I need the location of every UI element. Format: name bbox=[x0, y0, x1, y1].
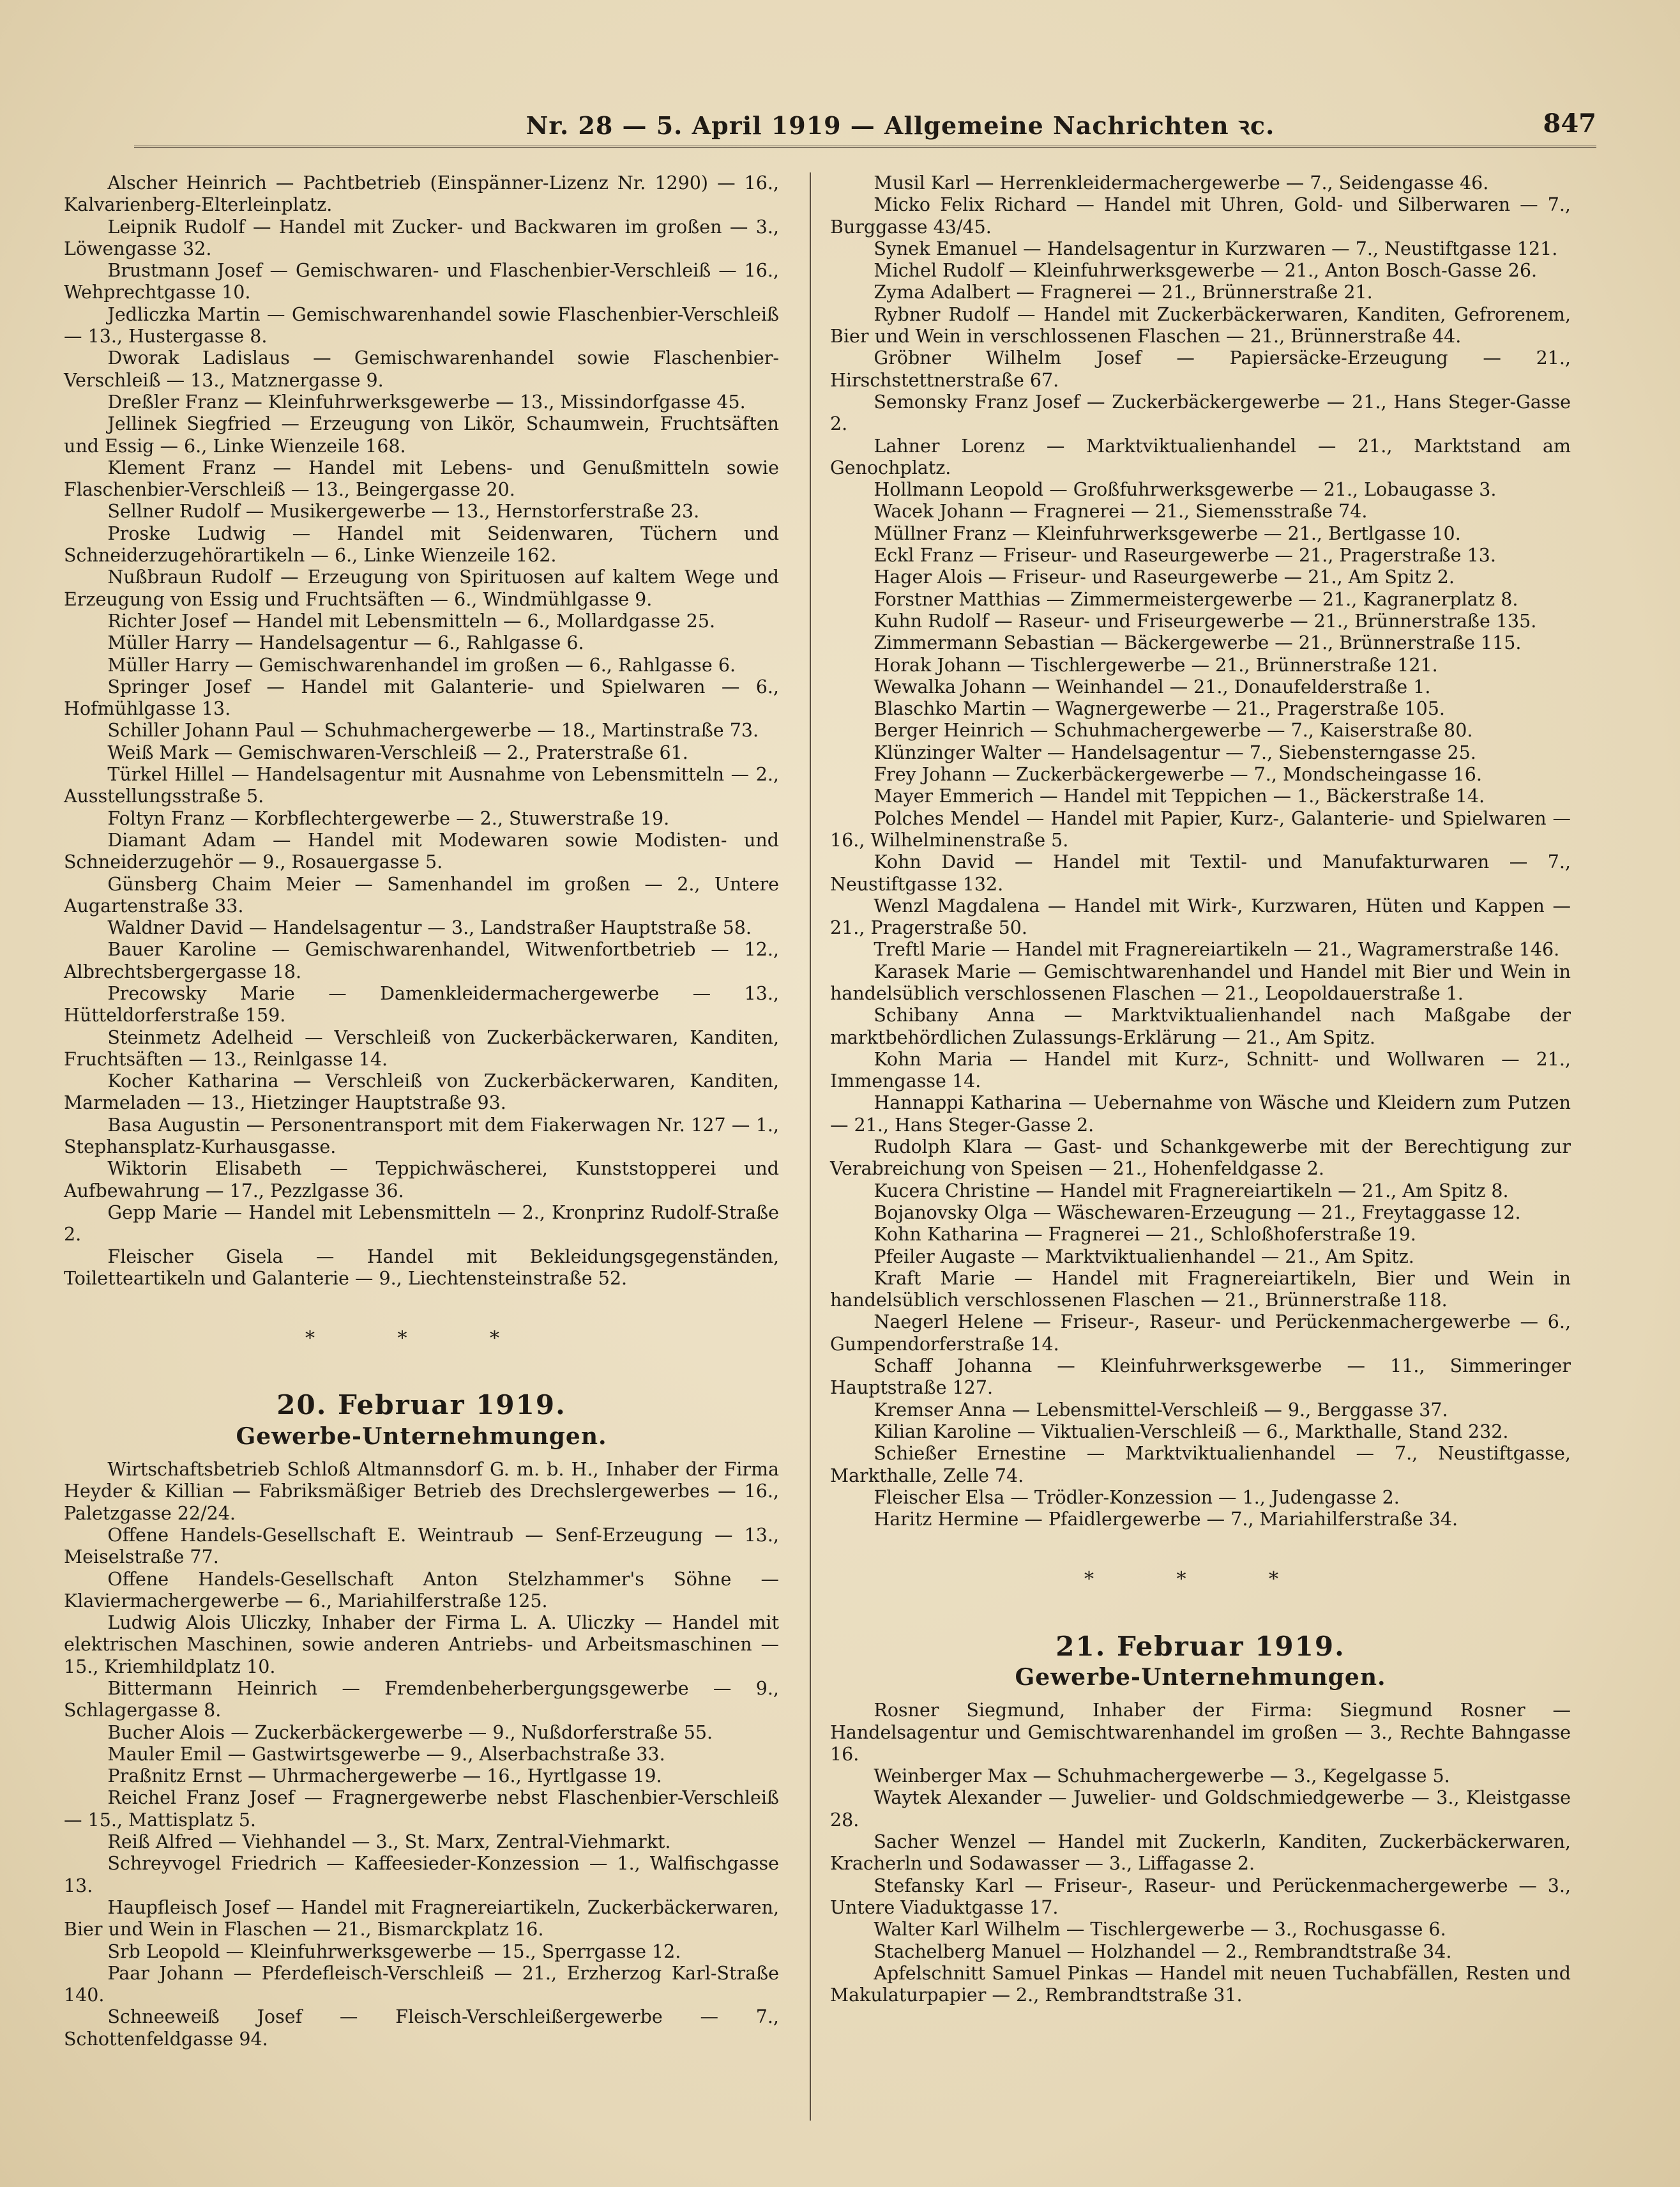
header-rule bbox=[134, 146, 1596, 148]
register-entry: Haritz Hermine — Pfaidlergewerbe — 7., Mariahilferstraße 34. bbox=[874, 1509, 1458, 1530]
register-entry: Schaff Johanna — Kleinfuhrwerksgewerbe — 11., Simmeringer Hauptstraße 127. bbox=[830, 1355, 1571, 1399]
column-divider bbox=[810, 172, 811, 2121]
left-column bbox=[64, 172, 779, 2050]
register-entry: Jedliczka Martin — Gemischwarenhandel sowie Flaschenbier-Verschleiß — 13., Hustergasse 8. bbox=[64, 303, 779, 347]
register-entry: Micko Felix Richard — Handel mit Uhren, Gold- und Silberwaren — 7., Burggasse 43/45. bbox=[830, 194, 1571, 238]
right-entries-bottom bbox=[830, 1700, 1571, 2006]
register-entry: Bucher Alois — Zuckerbäckergewerbe — 9., Nußdorferstraße 55. bbox=[107, 1721, 713, 1743]
header-title: Nr. 28 — 5. April 1919 — Allgemeine Nachrichten ꝛc. bbox=[526, 111, 1275, 140]
register-entry: Paar Johann — Pferdefleisch-Verschleiß — 21., Erzherzog Karl-Straße 140. bbox=[64, 1962, 779, 2006]
register-entry: Dreßler Franz — Kleinfuhrwerksgewerbe — 13., Missindorfgasse 45. bbox=[107, 391, 746, 413]
register-entry: Berger Heinrich — Schuhmachergewerbe — 7., Kaiserstraße 80. bbox=[874, 720, 1473, 742]
register-entry: Polches Mendel — Handel mit Papier, Kurz-, Galanterie- und Spielwaren — 16., Wilhelminenstraße 5. bbox=[830, 807, 1571, 851]
register-entry: Rudolph Klara — Gast- und Schankgewerbe mit der Berechtigung zur Verabreichung von Speisen — 21., Hohenfeldgasse 2. bbox=[830, 1136, 1571, 1180]
register-entry: Wewalka Johann — Weinhandel — 21., Donaufelderstraße 1. bbox=[874, 676, 1431, 697]
register-entry: Hannappi Katharina — Uebernahme von Wäsche und Kleidern zum Putzen — 21., Hans Steger-Gasse 2. bbox=[830, 1092, 1571, 1136]
section-separator-stars: * * * bbox=[305, 1327, 538, 1350]
register-entry: Kocher Katharina — Verschleiß von Zuckerbäckerwaren, Kanditen, Marmeladen — 13., Hietzinger Hauptstraße 93. bbox=[64, 1071, 779, 1114]
register-entry: Leipnik Rudolf — Handel mit Zucker- und Backwaren im großen — 3., Löwengasse 32. bbox=[64, 216, 779, 259]
register-entry: Schibany Anna — Marktviktualienhandel nach Maßgabe der marktbehördlichen Zulassungs-Erklärung — 21., Am Spitz. bbox=[830, 1005, 1571, 1048]
register-entry: Waldner David — Handelsagentur — 3., Landstraßer Hauptstraße 58. bbox=[107, 917, 752, 939]
register-entry: Praßnitz Ernst — Uhrmachergewerbe — 16., Hyrtlgasse 19. bbox=[107, 1765, 662, 1787]
register-entry: Türkel Hillel — Handelsagentur mit Ausnahme von Lebensmitteln — 2., Ausstellungsstraße 5. bbox=[64, 764, 779, 807]
left-entries-bottom bbox=[64, 1459, 779, 2050]
register-entry: Weiß Mark — Gemischwaren-Verschleiß — 2., Praterstraße 61. bbox=[107, 742, 688, 763]
register-entry: Schießer Ernestine — Marktviktualienhandel — 7., Neustiftgasse, Markthalle, Zelle 74. bbox=[830, 1443, 1571, 1486]
register-entry: Mayer Emmerich — Handel mit Teppichen — 1., Bäckerstraße 14. bbox=[874, 786, 1485, 807]
register-entry: Ludwig Alois Uliczky, Inhaber der Firma L. A. Uliczky — Handel mit elektrischen Maschinen, sowie anderen Antriebs- und Arbeitsmaschinen — 15., Kriemhildplatz 10. bbox=[64, 1612, 779, 1677]
register-entry: Pfeiler Augaste — Marktviktualienhandel — 21., Am Spitz. bbox=[874, 1246, 1414, 1267]
register-entry: Treftl Marie — Handel mit Fragnereiartikeln — 21., Wagramerstraße 146. bbox=[874, 939, 1560, 961]
register-entry: Sellner Rudolf — Musikergewerbe — 13., Hernstorferstraße 23. bbox=[107, 501, 700, 522]
register-entry: Forstner Matthias — Zimmermeistergewerbe — 21., Kagranerplatz 8. bbox=[874, 588, 1518, 610]
register-entry: Haupfleisch Josef — Handel mit Fragnereiartikeln, Zuckerbäckerwaren, Bier und Wein in Flaschen — 21., Bismarckplatz 16. bbox=[64, 1896, 779, 1940]
register-entry: Richter Josef — Handel mit Lebensmitteln — 6., Mollardgasse 25. bbox=[107, 610, 716, 632]
register-entry: Müller Harry — Handelsagentur — 6., Rahlgasse 6. bbox=[107, 632, 584, 654]
register-entry: Wiktorin Elisabeth — Teppichwäscherei, Kunststopperei und Aufbewahrung — 17., Pezzlgasse 36. bbox=[64, 1158, 779, 1201]
register-entry: Stachelberg Manuel — Holzhandel — 2., Rembrandtstraße 34. bbox=[874, 1940, 1452, 1962]
register-entry: Karasek Marie — Gemischtwarenhandel und Handel mit Bier und Wein in handelsüblich verschlossenen Flaschen — 21., Leopoldauerstraße 1. bbox=[830, 961, 1571, 1004]
register-entry: Bittermann Heinrich — Fremdenbeherbergungsgewerbe — 9., Schlagergasse 8. bbox=[64, 1678, 779, 1721]
register-entry: Müllner Franz — Kleinfuhrwerksgewerbe — 21., Bertlgasse 10. bbox=[874, 522, 1461, 544]
section-date-heading: 20. Februar 1919. bbox=[276, 1389, 566, 1421]
register-entry: Rosner Siegmund, Inhaber der Firma: Siegmund Rosner — Handelsagentur und Gemischtwarenhandel im großen — 3., Rechte Bahngasse 16. bbox=[830, 1700, 1571, 1765]
section-subtitle: Gewerbe-Unternehmungen. bbox=[236, 1422, 607, 1450]
register-entry: Walter Karl Wilhelm — Tischlergewerbe — 3., Rochusgasse 6. bbox=[874, 1919, 1446, 1940]
register-entry: Günsberg Chaim Meier — Samenhandel im großen — 2., Untere Augartenstraße 33. bbox=[64, 873, 779, 917]
register-entry: Zimmermann Sebastian — Bäckergewerbe — 21., Brünnerstraße 115. bbox=[874, 632, 1522, 654]
register-entry: Schreyvogel Friedrich — Kaffeesieder-Konzession — 1., Walfischgasse 13. bbox=[64, 1853, 779, 1896]
register-entry: Brustmann Josef — Gemischwaren- und Flaschenbier-Verschleiß — 16., Wehprechtgasse 10. bbox=[64, 260, 779, 303]
register-entry: Synek Emanuel — Handelsagentur in Kurzwaren — 7., Neustiftgasse 121. bbox=[874, 238, 1558, 259]
register-entry: Kilian Karoline — Viktualien-Verschleiß — 6., Markthalle, Stand 232. bbox=[874, 1421, 1509, 1442]
left-entries-top bbox=[64, 172, 779, 1290]
register-entry: Diamant Adam — Handel mit Modewaren sowie Modisten- und Schneiderzugehör — 9., Rosauergasse 5. bbox=[64, 829, 779, 873]
page-number: 847 bbox=[1543, 109, 1596, 139]
register-entry: Apfelschnitt Samuel Pinkas — Handel mit neuen Tuchabfällen, Resten und Makulaturpapier — 2., Rembrandtstraße 31. bbox=[830, 1962, 1571, 2006]
register-entry: Kuhn Rudolf — Raseur- und Friseurgewerbe — 21., Brünnerstraße 135. bbox=[874, 610, 1537, 632]
register-entry: Horak Johann — Tischlergewerbe — 21., Brünnerstraße 121. bbox=[874, 654, 1438, 676]
register-entry: Offene Handels-Gesellschaft Anton Stelzhammer's Söhne — Klaviermachergewerbe — 6., Mariahilferstraße 125. bbox=[64, 1568, 779, 1612]
register-entry: Kremser Anna — Lebensmittel-Verschleiß — 9., Berggasse 37. bbox=[874, 1399, 1448, 1421]
register-entry: Waytek Alexander — Juwelier- und Goldschmiedgewerbe — 3., Kleistgasse 28. bbox=[830, 1787, 1571, 1831]
register-entry: Wacek Johann — Fragnerei — 21., Siemensstraße 74. bbox=[874, 501, 1368, 522]
right-column bbox=[830, 172, 1571, 2006]
register-entry: Nußbraun Rudolf — Erzeugung von Spirituosen auf kaltem Wege und Erzeugung von Essig und Fruchtsäften — 6., Windmühlgasse 9. bbox=[64, 567, 779, 610]
register-entry: Fleischer Gisela — Handel mit Bekleidungsgegenständen, Toiletteartikeln und Galanterie — 9., Liechtensteinstraße 52. bbox=[64, 1246, 779, 1289]
register-entry: Michel Rudolf — Kleinfuhrwerksgewerbe — 21., Anton Bosch-Gasse 26. bbox=[874, 260, 1538, 282]
register-entry: Stefansky Karl — Friseur-, Raseur- und Perückenmachergewerbe — 3., Untere Viaduktgasse 17. bbox=[830, 1875, 1571, 1918]
register-entry: Kohn David — Handel mit Textil- und Manufakturwaren — 7., Neustiftgasse 132. bbox=[830, 851, 1571, 895]
register-entry: Klement Franz — Handel mit Lebens- und Genußmitteln sowie Flaschenbier-Verschleiß — 13., Beingergasse 20. bbox=[64, 457, 779, 501]
register-entry: Semonsky Franz Josef — Zuckerbäckergewerbe — 21., Hans Steger-Gasse 2. bbox=[830, 391, 1571, 435]
register-entry: Kohn Katharina — Fragnerei — 21., Schloßhoferstraße 19. bbox=[874, 1224, 1416, 1246]
register-entry: Sacher Wenzel — Handel mit Zuckerln, Kanditen, Zuckerbäckerwaren, Kracherln und Sodawasser — 3., Liffagasse 2. bbox=[830, 1831, 1571, 1875]
register-entry: Precowsky Marie — Damenkleidermachergewerbe — 13., Hütteldorferstraße 159. bbox=[64, 982, 779, 1026]
register-entry: Bauer Karoline — Gemischwarenhandel, Witwenfortbetrieb — 12., Albrechtsbergergasse 18. bbox=[64, 939, 779, 982]
right-entries-top bbox=[830, 172, 1571, 1530]
register-entry: Schneeweiß Josef — Fleisch-Verschleißergewerbe — 7., Schottenfeldgasse 94. bbox=[64, 2006, 779, 2050]
register-entry: Müller Harry — Gemischwarenhandel im großen — 6., Rahlgasse 6. bbox=[107, 654, 736, 676]
register-entry: Hager Alois — Friseur- und Raseurgewerbe — 21., Am Spitz 2. bbox=[874, 567, 1455, 588]
register-entry: Bojanovsky Olga — Wäschewaren-Erzeugung — 21., Freytaggasse 12. bbox=[874, 1201, 1521, 1223]
register-entry: Dworak Ladislaus — Gemischwarenhandel sowie Flaschenbier-Verschleiß — 13., Matznergasse 9. bbox=[64, 347, 779, 391]
register-entry: Jellinek Siegfried — Erzeugung von Likör, Schaumwein, Fruchtsäften und Essig — 6., Linke Wienzeile 168. bbox=[64, 413, 779, 457]
register-entry: Fleischer Elsa — Trödler-Konzession — 1., Judengasse 2. bbox=[874, 1486, 1400, 1508]
register-entry: Steinmetz Adelheid — Verschleiß von Zuckerbäckerwaren, Kanditen, Fruchtsäften — 13., Reinlgasse 14. bbox=[64, 1026, 779, 1070]
register-entry: Basa Augustin — Personentransport mit dem Fiakerwagen Nr. 127 — 1., Stephansplatz-Kurhausgasse. bbox=[64, 1114, 779, 1158]
register-entry: Wirtschaftsbetrieb Schloß Altmannsdorf G. m. b. H., Inhaber der Firma Heyder & Killian — Fabriksmäßiger Betrieb des Drechslergewerbes — 16., Paletzgasse 22/24. bbox=[64, 1459, 779, 1524]
register-entry: Gepp Marie — Handel mit Lebensmitteln — 2., Kronprinz Rudolf-Straße 2. bbox=[64, 1201, 779, 1246]
section-date-heading: 21. Februar 1919. bbox=[1056, 1630, 1345, 1662]
register-entry: Wenzl Magdalena — Handel mit Wirk-, Kurzwaren, Hüten und Kappen — 21., Pragerstraße 50. bbox=[830, 895, 1571, 939]
page-header bbox=[109, 109, 1596, 153]
register-entry: Lahner Lorenz — Marktviktualienhandel — 21., Marktstand am Genochplatz. bbox=[830, 435, 1571, 478]
register-entry: Kucera Christine — Handel mit Fragnereiartikeln — 21., Am Spitz 8. bbox=[874, 1180, 1509, 1201]
register-entry: Klünzinger Walter — Handelsagentur — 7., Siebensterngasse 25. bbox=[874, 742, 1476, 763]
register-entry: Naegerl Helene — Friseur-, Raseur- und Perückenmachergewerbe — 6., Gumpendorferstraße 14. bbox=[830, 1311, 1571, 1355]
register-entry: Kraft Marie — Handel mit Fragnereiartikeln, Bier und Wein in handelsüblich verschlossenen Flaschen — 21., Brünnerstraße 118. bbox=[830, 1267, 1571, 1311]
register-entry: Eckl Franz — Friseur- und Raseurgewerbe — 21., Pragerstraße 13. bbox=[874, 545, 1496, 567]
register-entry: Foltyn Franz — Korbflechtergewerbe — 2., Stuwerstraße 19. bbox=[107, 807, 670, 829]
register-entry: Blaschko Martin — Wagnergewerbe — 21., Pragerstraße 105. bbox=[874, 698, 1445, 720]
section-separator-stars: * * * bbox=[1084, 1568, 1317, 1591]
register-entry: Kohn Maria — Handel mit Kurz-, Schnitt- und Wollwaren — 21., Immengasse 14. bbox=[830, 1048, 1571, 1092]
register-entry: Weinberger Max — Schuhmachergewerbe — 3., Kegelgasse 5. bbox=[874, 1765, 1450, 1787]
register-entry: Proske Ludwig — Handel mit Seidenwaren, Tüchern und Schneiderzugehörartikeln — 6., Linke Wienzeile 162. bbox=[64, 522, 779, 567]
register-entry: Offene Handels-Gesellschaft E. Weintraub — Senf-Erzeugung — 13., Meiselstraße 77. bbox=[64, 1524, 779, 1568]
register-entry: Reichel Franz Josef — Fragnergewerbe nebst Flaschenbier-Verschleiß — 15., Mattisplatz 5. bbox=[64, 1787, 779, 1831]
register-entry: Rybner Rudolf — Handel mit Zuckerbäckerwaren, Kanditen, Gefrorenem, Bier und Wein in verschlossenen Flaschen — 21., Brünnerstraße 44. bbox=[830, 303, 1571, 347]
section-subtitle: Gewerbe-Unternehmungen. bbox=[1015, 1664, 1386, 1691]
register-entry: Frey Johann — Zuckerbäckergewerbe — 7., Mondscheingasse 16. bbox=[874, 764, 1482, 786]
register-entry: Alscher Heinrich — Pachtbetrieb (Einspänner-Lizenz Nr. 1290) — 16., Kalvarienberg-Elterleinplatz. bbox=[64, 172, 779, 216]
register-entry: Springer Josef — Handel mit Galanterie- und Spielwaren — 6., Hofmühlgasse 13. bbox=[64, 676, 779, 720]
register-entry: Zyma Adalbert — Fragnerei — 21., Brünnerstraße 21. bbox=[874, 282, 1373, 303]
register-entry: Srb Leopold — Kleinfuhrwerksgewerbe — 15., Sperrgasse 12. bbox=[107, 1940, 681, 1962]
register-entry: Reiß Alfred — Viehhandel — 3., St. Marx, Zentral-Viehmarkt. bbox=[107, 1831, 671, 1853]
register-entry: Musil Karl — Herrenkleidermachergewerbe — 7., Seidengasse 46. bbox=[874, 172, 1489, 194]
register-entry: Gröbner Wilhelm Josef — Papiersäcke-Erzeugung — 21., Hirschstettnerstraße 67. bbox=[830, 347, 1571, 391]
register-entry: Schiller Johann Paul — Schuhmachergewerbe — 18., Martinstraße 73. bbox=[107, 720, 759, 742]
register-entry: Hollmann Leopold — Großfuhrwerksgewerbe — 21., Lobaugasse 3. bbox=[874, 479, 1497, 501]
register-entry: Mauler Emil — Gastwirtsgewerbe — 9., Alserbachstraße 33. bbox=[107, 1743, 665, 1765]
